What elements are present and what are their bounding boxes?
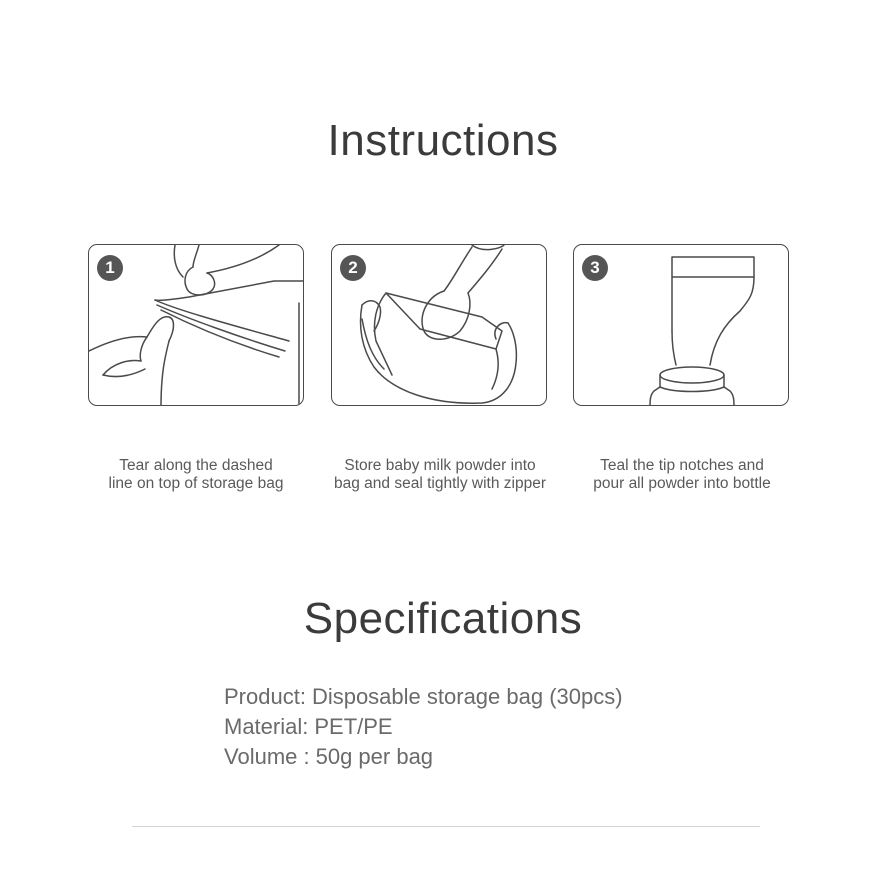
step-number-badge: 1 bbox=[97, 255, 123, 281]
spec-row-volume bbox=[224, 742, 784, 772]
step-2-caption bbox=[317, 457, 563, 492]
step-1-illustration bbox=[88, 244, 304, 406]
step-1-caption bbox=[73, 457, 319, 492]
spec-label: Material: bbox=[224, 714, 309, 739]
spec-row-product bbox=[224, 682, 784, 712]
step-2-illustration bbox=[331, 244, 547, 406]
spec-row-material bbox=[224, 712, 784, 742]
spec-value: Disposable storage bag (30pcs) bbox=[311, 684, 623, 709]
step-number-badge: 2 bbox=[340, 255, 366, 281]
step-3-illustration bbox=[573, 244, 789, 406]
spec-label: Product: bbox=[224, 684, 306, 709]
spec-label: Volume : bbox=[224, 744, 310, 769]
caption-line: line on top of storage bag bbox=[108, 474, 284, 492]
caption-line: pour all powder into bottle bbox=[593, 474, 771, 492]
bottom-divider bbox=[132, 826, 760, 827]
spec-value: PET/PE bbox=[314, 714, 393, 739]
caption-line: bag and seal tightly with zipper bbox=[334, 474, 546, 492]
specifications-title: Specifications bbox=[303, 594, 583, 643]
caption-line: Store baby milk powder into bbox=[344, 457, 536, 474]
caption-line: Tear along the dashed bbox=[119, 457, 273, 474]
step-number-badge: 3 bbox=[582, 255, 608, 281]
step-3-caption bbox=[559, 457, 805, 492]
instructions-title: Instructions bbox=[327, 116, 559, 165]
spec-value: 50g per bag bbox=[315, 744, 434, 769]
specifications-list bbox=[224, 682, 784, 772]
caption-line: Teal the tip notches and bbox=[600, 457, 764, 474]
